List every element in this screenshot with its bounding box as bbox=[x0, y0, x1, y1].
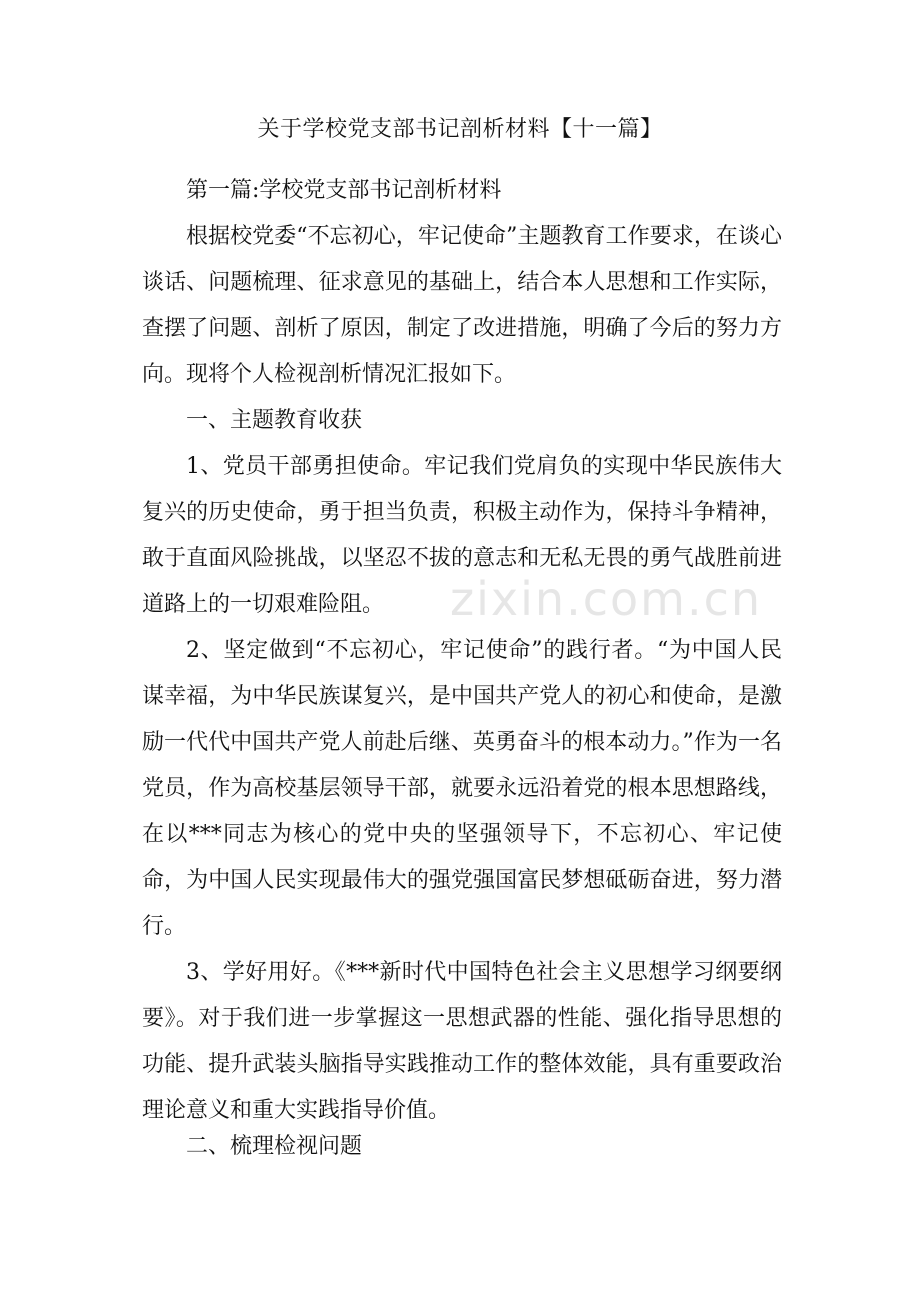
document-title: 关于学校党支部书记剖析材料【十一篇】 bbox=[257, 117, 663, 142]
paragraph-item-3: 3、学好用好。《***新时代中国特色社会主义思想学习纲要纲要》。对于我们进一步掌握这一思想武器的性能、强化指导思想的功能、提升武装头脑指导实践推动工作的整体效能，具有重要政治理论意义和重大实践指导价值。 bbox=[142, 960, 782, 1123]
section-heading-2: 二、梳理检视问题 bbox=[186, 1134, 363, 1159]
section-heading-1: 一、主题教育收获 bbox=[186, 408, 363, 433]
chapter-heading: 第一篇:学校党支部书记剖析材料 bbox=[186, 178, 502, 203]
paragraph-item-2: 2、坚定做到“不忘初心，牢记使命”的践行者。“为中国人民谋幸福，为中华民族谋复兴，是中国共产党人的初心和使命，是激励一代代中国共产党人前赴后继、英勇奋斗的根本动力。”作为一名党员，作为高校基层领导干部，就要永远沿着党的根本思想路线，在以***同志为核心的党中央的坚强领导下，不忘初心、牢记使命，为中国人民实现最伟大的强党强国富民梦想砥砺奋进，努力潜行。 bbox=[142, 638, 782, 939]
intro-paragraph: 根据校党委“不忘初心，牢记使命”主题教育工作要求，在谈心谈话、问题梳理、征求意见的基础上，结合本人思想和工作实际，查摆了问题、剖析了原因，制定了改进措施，明确了今后的努力方向。现将个人检视剖析情况汇报如下。 bbox=[142, 224, 782, 387]
watermark: zixin.com.cn bbox=[450, 572, 763, 626]
paragraph-item-1: 1、党员干部勇担使命。牢记我们党肩负的实现中华民族伟大复兴的历史使命，勇于担当负责，积极主动作为，保持斗争精神，敢于直面风险挑战，以坚忍不拔的意志和无私无畏的勇气战胜前进道路上的一切艰难险阻。 bbox=[142, 454, 782, 617]
